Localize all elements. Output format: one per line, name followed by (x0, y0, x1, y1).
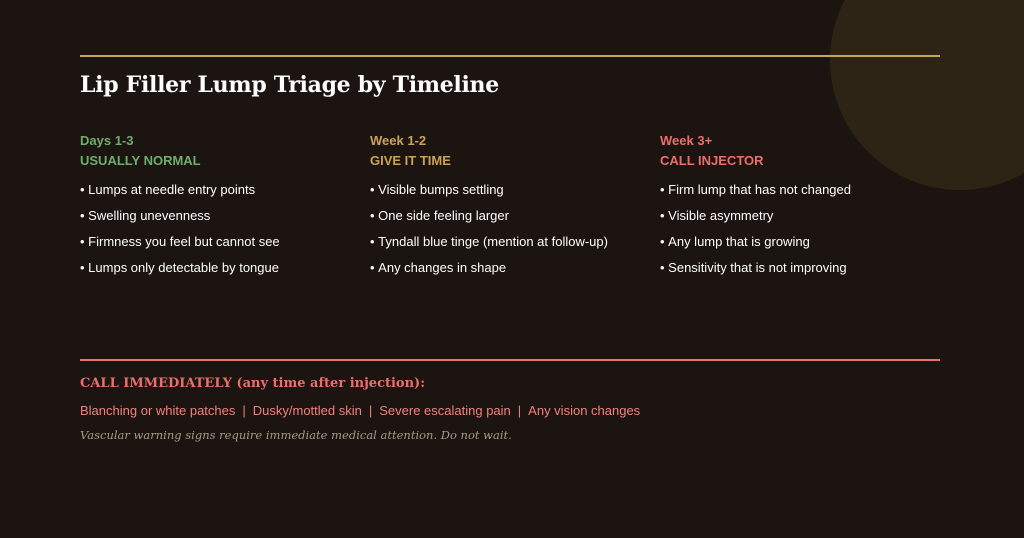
column-timeframe: Days 1-3 (80, 133, 134, 148)
urgent-note: Vascular warning signs require immediate medical attention. Do not wait. (80, 428, 512, 442)
urgent-sign: Severe escalating pain (379, 403, 511, 418)
sign-separator: | (242, 403, 246, 418)
list-item: • Any changes in shape (370, 260, 660, 276)
list-item: • Any lump that is growing (660, 234, 950, 250)
list-item: • Swelling unevenness (80, 208, 370, 224)
list-item: • Visible bumps settling (370, 182, 660, 198)
column-status: GIVE IT TIME (370, 153, 451, 168)
sign-separator: | (368, 403, 373, 418)
urgent-sign: Dusky/mottled skin (252, 403, 362, 418)
page-title: Lip Filler Lump Triage by Timeline (80, 72, 499, 98)
urgent-sign: Blanching or white patches (80, 403, 236, 418)
list-item: • Visible asymmetry (660, 208, 950, 224)
column-timeframe: Week 3+ (660, 133, 713, 148)
list-item: • Firmness you feel but cannot see (80, 234, 370, 250)
column-week-3-plus (660, 133, 950, 286)
sign-separator: | (517, 403, 522, 418)
column-status: CALL INJECTOR (660, 153, 764, 168)
column-status: USUALLY NORMAL (80, 153, 201, 168)
list-item: • Lumps at needle entry points (80, 182, 370, 198)
column-days-1-3 (80, 133, 370, 286)
list-item: • Tyndall blue tinge (mention at follow-up) (370, 234, 660, 250)
column-week-1-2 (370, 133, 660, 286)
urgent-sign: Any vision changes (528, 403, 641, 418)
column-item-list (660, 182, 950, 276)
column-item-list (80, 182, 370, 276)
urgent-divider (80, 359, 940, 361)
urgent-signs-line (80, 403, 640, 418)
list-item: • One side feeling larger (370, 208, 660, 224)
column-item-list (370, 182, 660, 276)
list-item: • Sensitivity that is not improving (660, 260, 950, 276)
list-item: • Firm lump that has not changed (660, 182, 950, 198)
column-timeframe: Week 1-2 (370, 133, 427, 148)
list-item: • Lumps only detectable by tongue (80, 260, 370, 276)
top-divider (80, 55, 940, 57)
urgent-title: CALL IMMEDIATELY (any time after injection): (80, 376, 426, 391)
